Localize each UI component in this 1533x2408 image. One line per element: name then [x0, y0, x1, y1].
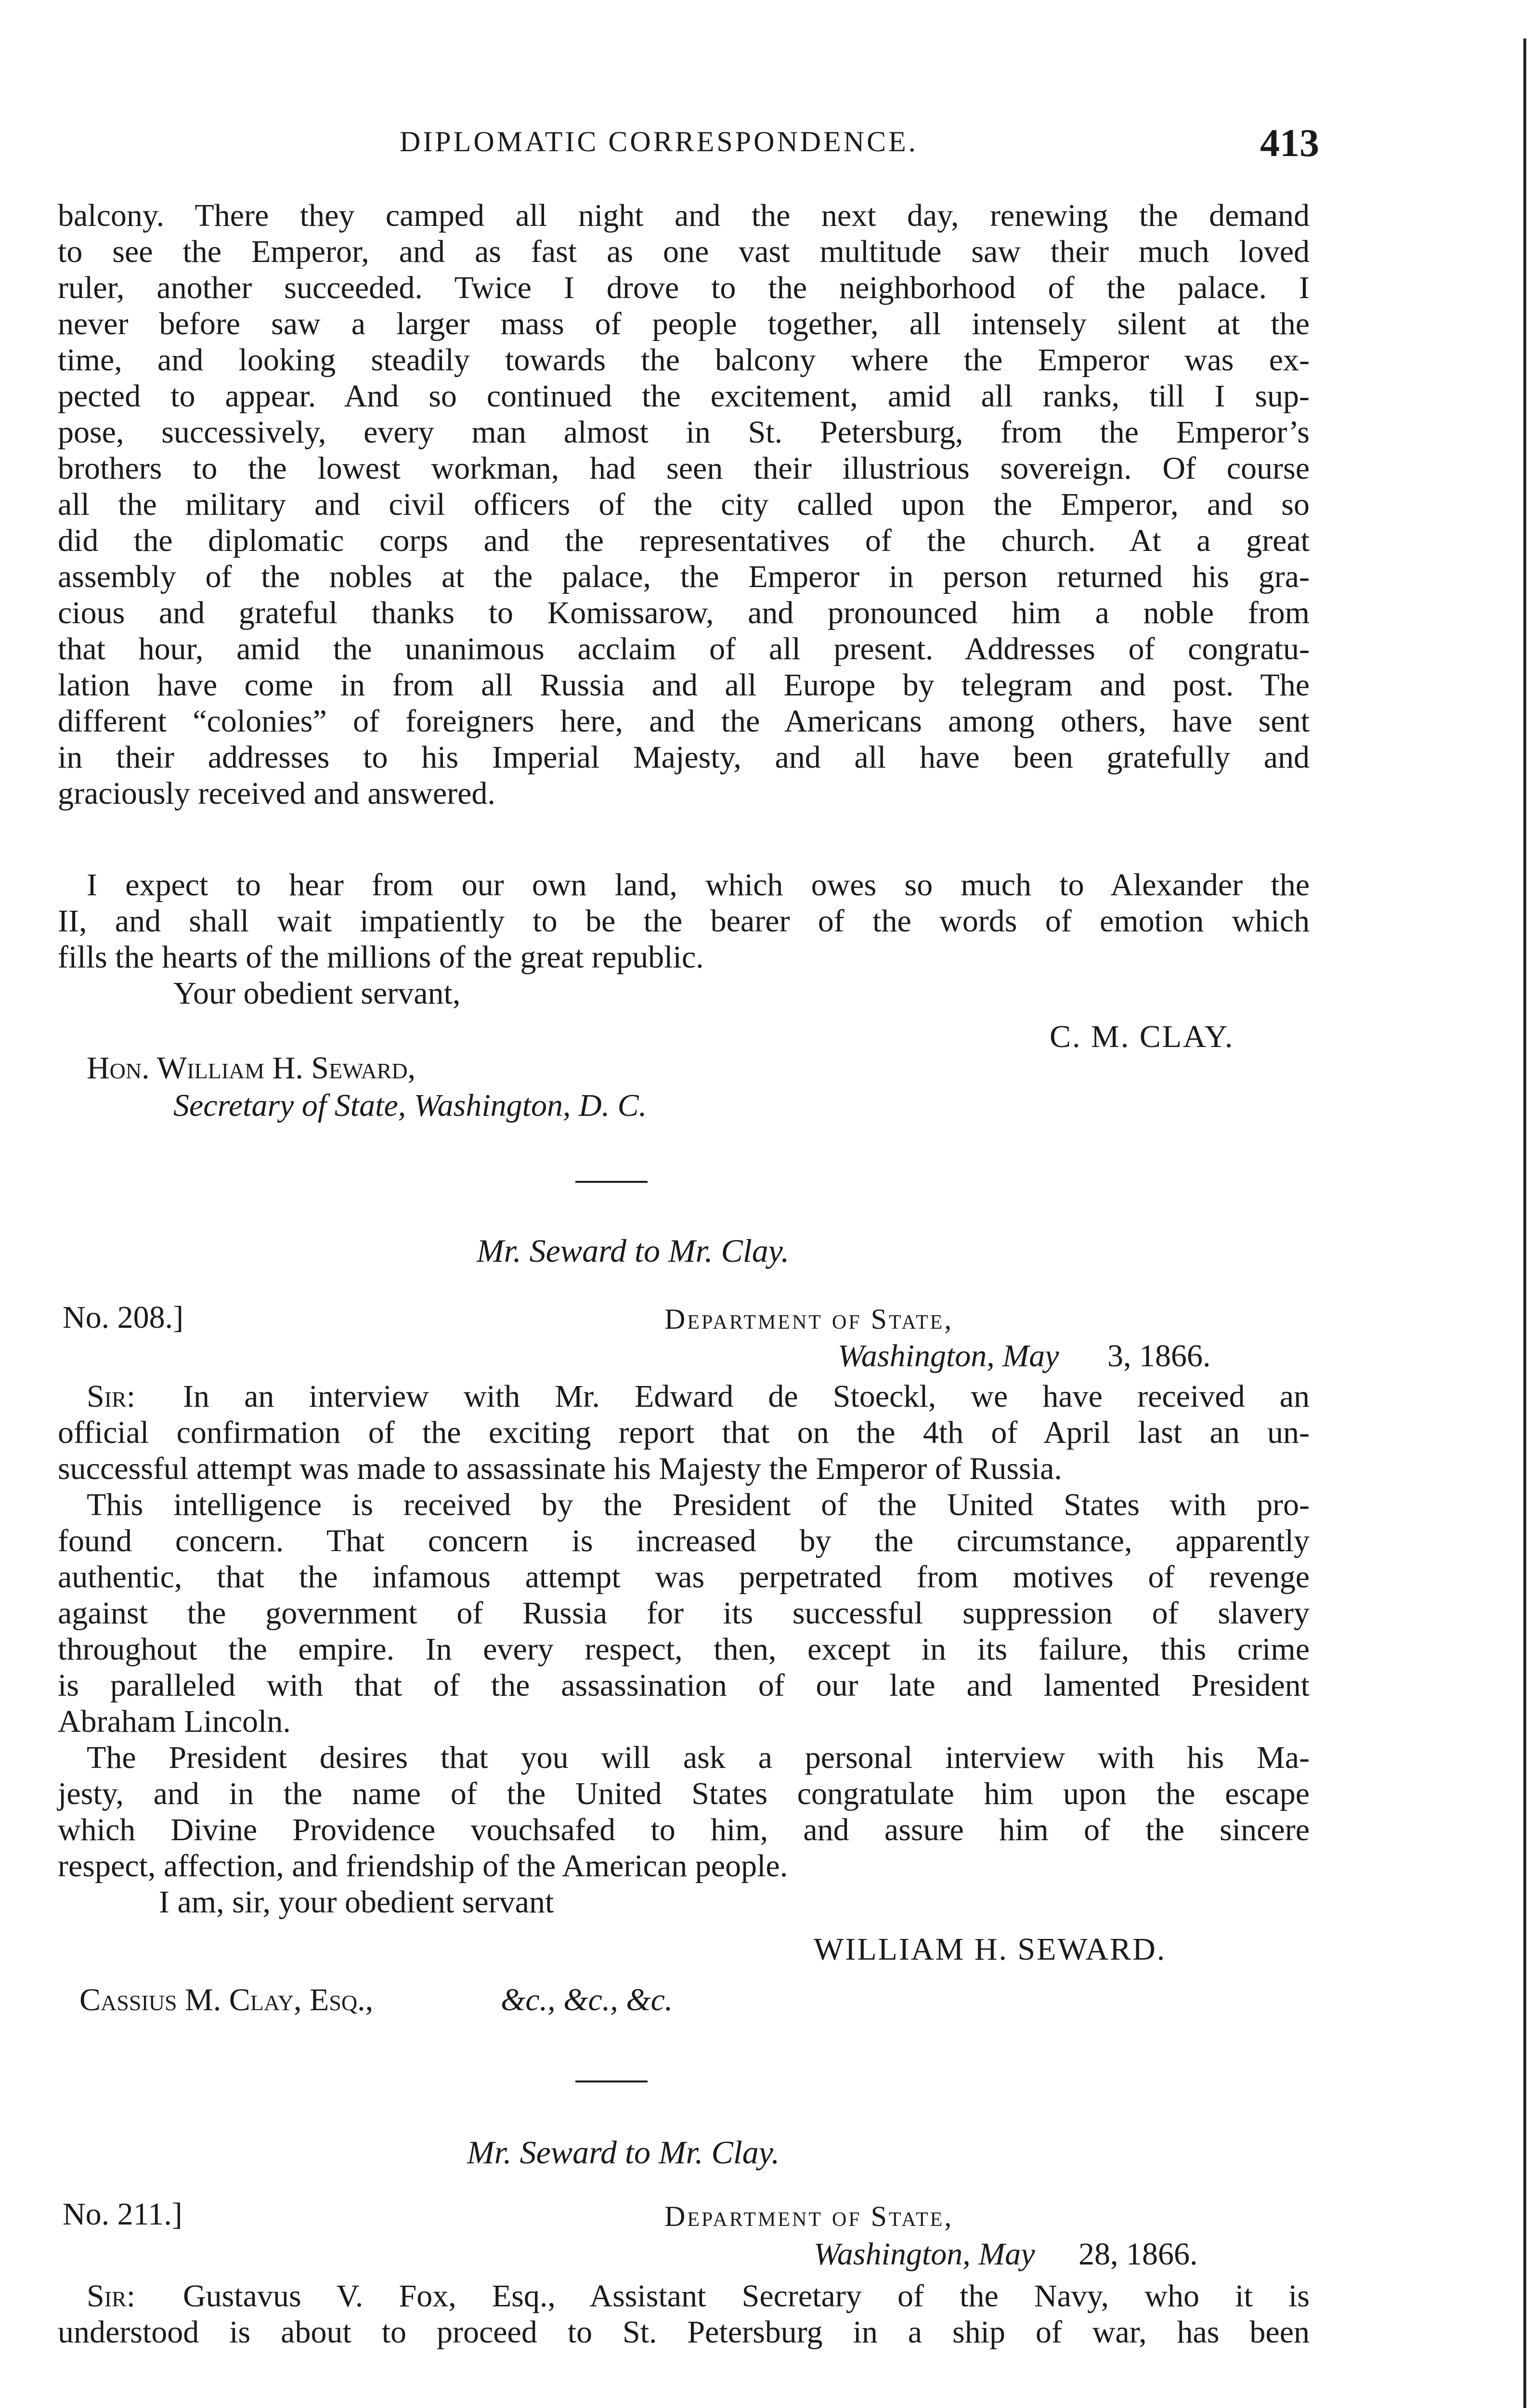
page-number: 413 — [1260, 121, 1319, 165]
text-line: jesty, and in the name of the United States congratulate him upon the escape — [58, 1776, 1310, 1811]
dateline-date: 28, 1866. — [1078, 2237, 1198, 2272]
signature: C. M. CLAY. — [1050, 1019, 1234, 1054]
text-line: II, and shall wait impatiently to be the bearer of the words of emotion which — [58, 903, 1310, 939]
department-line: Department of State, — [664, 1303, 954, 1335]
section-rule — [575, 2081, 648, 2082]
letter-heading: Mr. Seward to Mr. Clay. — [467, 2134, 780, 2171]
text-line: found concern. That concern is increased by the circumstance, apparently — [58, 1523, 1310, 1558]
text-line: graciously received and answered. — [58, 776, 495, 811]
text-line: I expect to hear from our own land, which owes so much to Alexander the — [87, 867, 1310, 903]
closing: I am, sir, your obedient servant — [159, 1885, 554, 1920]
salutation: Sir: — [87, 1379, 136, 1414]
letter-number: No. 208.] — [63, 1300, 184, 1335]
addressee-title: Secretary of State, Washington, D. C. — [173, 1088, 647, 1123]
text-line: respect, affection, and friendship of the American people. — [58, 1848, 788, 1884]
text-line: to see the Emperor, and as fast as one vast multitude saw their much loved — [58, 234, 1310, 269]
text-line: This intelligence is received by the President of the United States with pro- — [87, 1487, 1310, 1522]
scan-edge-line — [1523, 39, 1526, 2408]
text-line: in their addresses to his Imperial Majesty, and all have been gratefully and — [58, 740, 1310, 775]
text-line: time, and looking steadily towards the balcony where the Emperor was ex- — [58, 342, 1310, 378]
text-line: balcony. There they camped all night and the next day, renewing the demand — [58, 198, 1310, 233]
closing: Your obedient servant, — [173, 976, 461, 1011]
text-line: successful attempt was made to assassinate his Majesty the Emperor of Russia. — [58, 1451, 1062, 1486]
text-line: all the military and civil officers of the city called upon the Emperor, and so — [58, 487, 1310, 522]
text-line: never before saw a larger mass of people together, all intensely silent at the — [58, 306, 1310, 341]
text-line: cious and grateful thanks to Komissarow, and pronounced him a noble from — [58, 595, 1310, 630]
department-line: Department of State, — [664, 2200, 954, 2232]
section-rule — [575, 1181, 648, 1183]
text-line: official confirmation of the exciting report that on the 4th of April last an un- — [58, 1415, 1310, 1450]
text-line: understood is about to proceed to St. Petersburg in a ship of war, has been — [58, 2315, 1310, 2350]
text-line: pected to appear. And so continued the excitement, amid all ranks, till I sup- — [58, 379, 1310, 414]
dateline-place: Washington, May — [838, 1338, 1059, 1374]
text-line: which Divine Providence vouchsafed to him, and assure him of the sincere — [58, 1812, 1310, 1847]
text-line: that hour, amid the unanimous acclaim of all present. Addresses of congratu- — [58, 631, 1310, 667]
text-line: is paralleled with that of the assassination of our late and lamented President — [58, 1668, 1310, 1703]
dateline-place: Washington, May — [814, 2237, 1035, 2272]
signature: WILLIAM H. SEWARD. — [814, 1932, 1167, 1967]
text-line: assembly of the nobles at the palace, the Emperor in person returned his gra- — [58, 559, 1310, 594]
addressee-etc: &c., &c., &c. — [501, 1982, 673, 2017]
text-line: fills the hearts of the millions of the great republic. — [58, 940, 704, 975]
addressee: Cassius M. Clay, Esq., — [79, 1982, 374, 2017]
letter-number: No. 211.] — [63, 2197, 182, 2232]
letter-heading: Mr. Seward to Mr. Clay. — [477, 1232, 790, 1269]
text-line: ruler, another succeeded. Twice I drove to the neighborhood of the palace. I — [58, 270, 1310, 305]
text-line: pose, successively, every man almost in St. Petersburg, from the Emperor’s — [58, 415, 1310, 450]
text-line: different “colonies” of foreigners here, and the Americans among others, have sent — [58, 704, 1310, 739]
text-line: Gustavus V. Fox, Esq., Assistant Secretary of the Navy, who it is — [183, 2278, 1310, 2314]
text-line: The President desires that you will ask a personal interview with his Ma- — [87, 1740, 1310, 1775]
text-line: throughout the empire. In every respect, then, except in its failure, this crime — [58, 1632, 1310, 1667]
text-line: did the diplomatic corps and the representatives of the church. At a great — [58, 523, 1310, 558]
addressee-name: Hon. William H. Seward, — [87, 1050, 416, 1086]
text-line: brothers to the lowest workman, had seen their illustrious sovereign. Of course — [58, 451, 1310, 486]
text-line: authentic, that the infamous attempt was perpetrated from motives of revenge — [58, 1559, 1310, 1595]
text-line: lation have come in from all Russia and all Europe by telegram and post. The — [58, 667, 1310, 703]
salutation: Sir: — [87, 2278, 136, 2314]
text-line: Abraham Lincoln. — [58, 1704, 291, 1739]
text-line: against the government of Russia for its successful suppression of slavery — [58, 1596, 1310, 1631]
dateline-date: 3, 1866. — [1107, 1338, 1211, 1374]
text-line: In an interview with Mr. Edward de Stoeckl, we have received an — [183, 1379, 1310, 1414]
running-head — [63, 120, 1319, 164]
running-title: DIPLOMATIC CORRESPONDENCE. — [400, 126, 918, 157]
